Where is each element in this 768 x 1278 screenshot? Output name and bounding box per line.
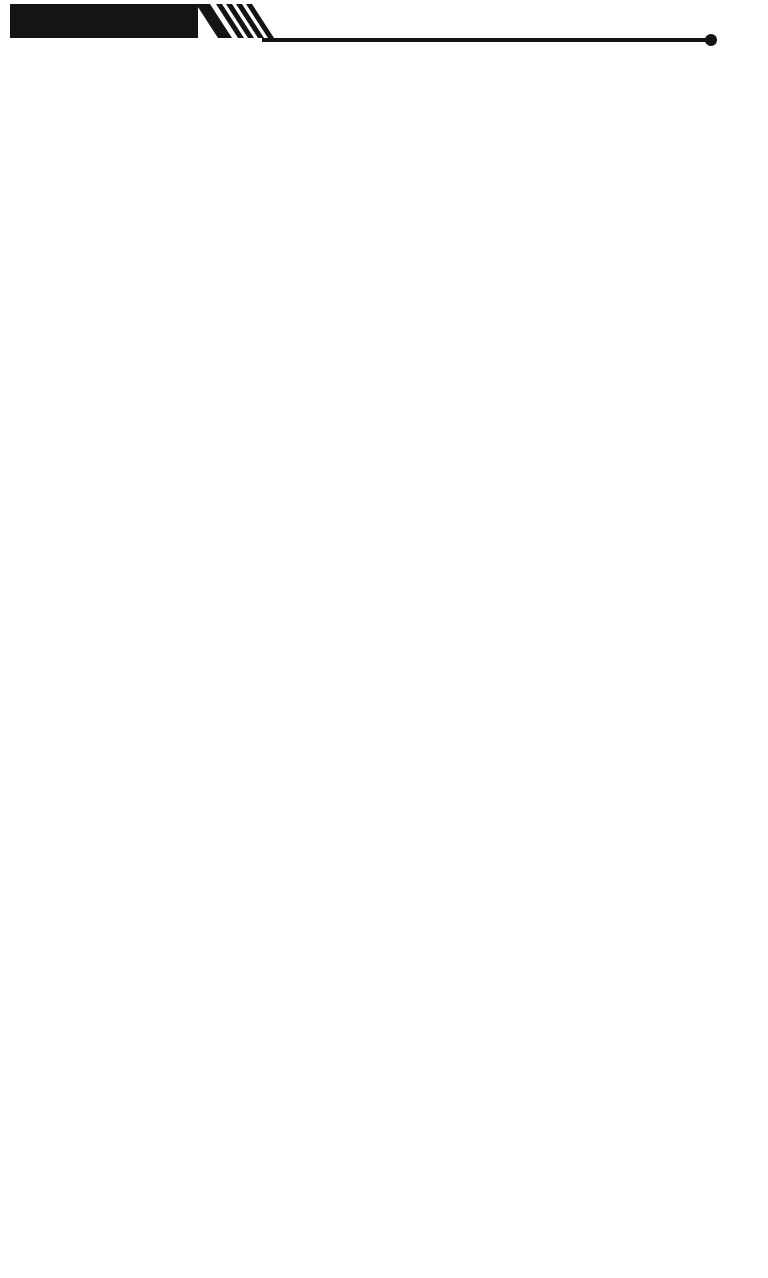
gisoom-logo xyxy=(660,1246,760,1270)
